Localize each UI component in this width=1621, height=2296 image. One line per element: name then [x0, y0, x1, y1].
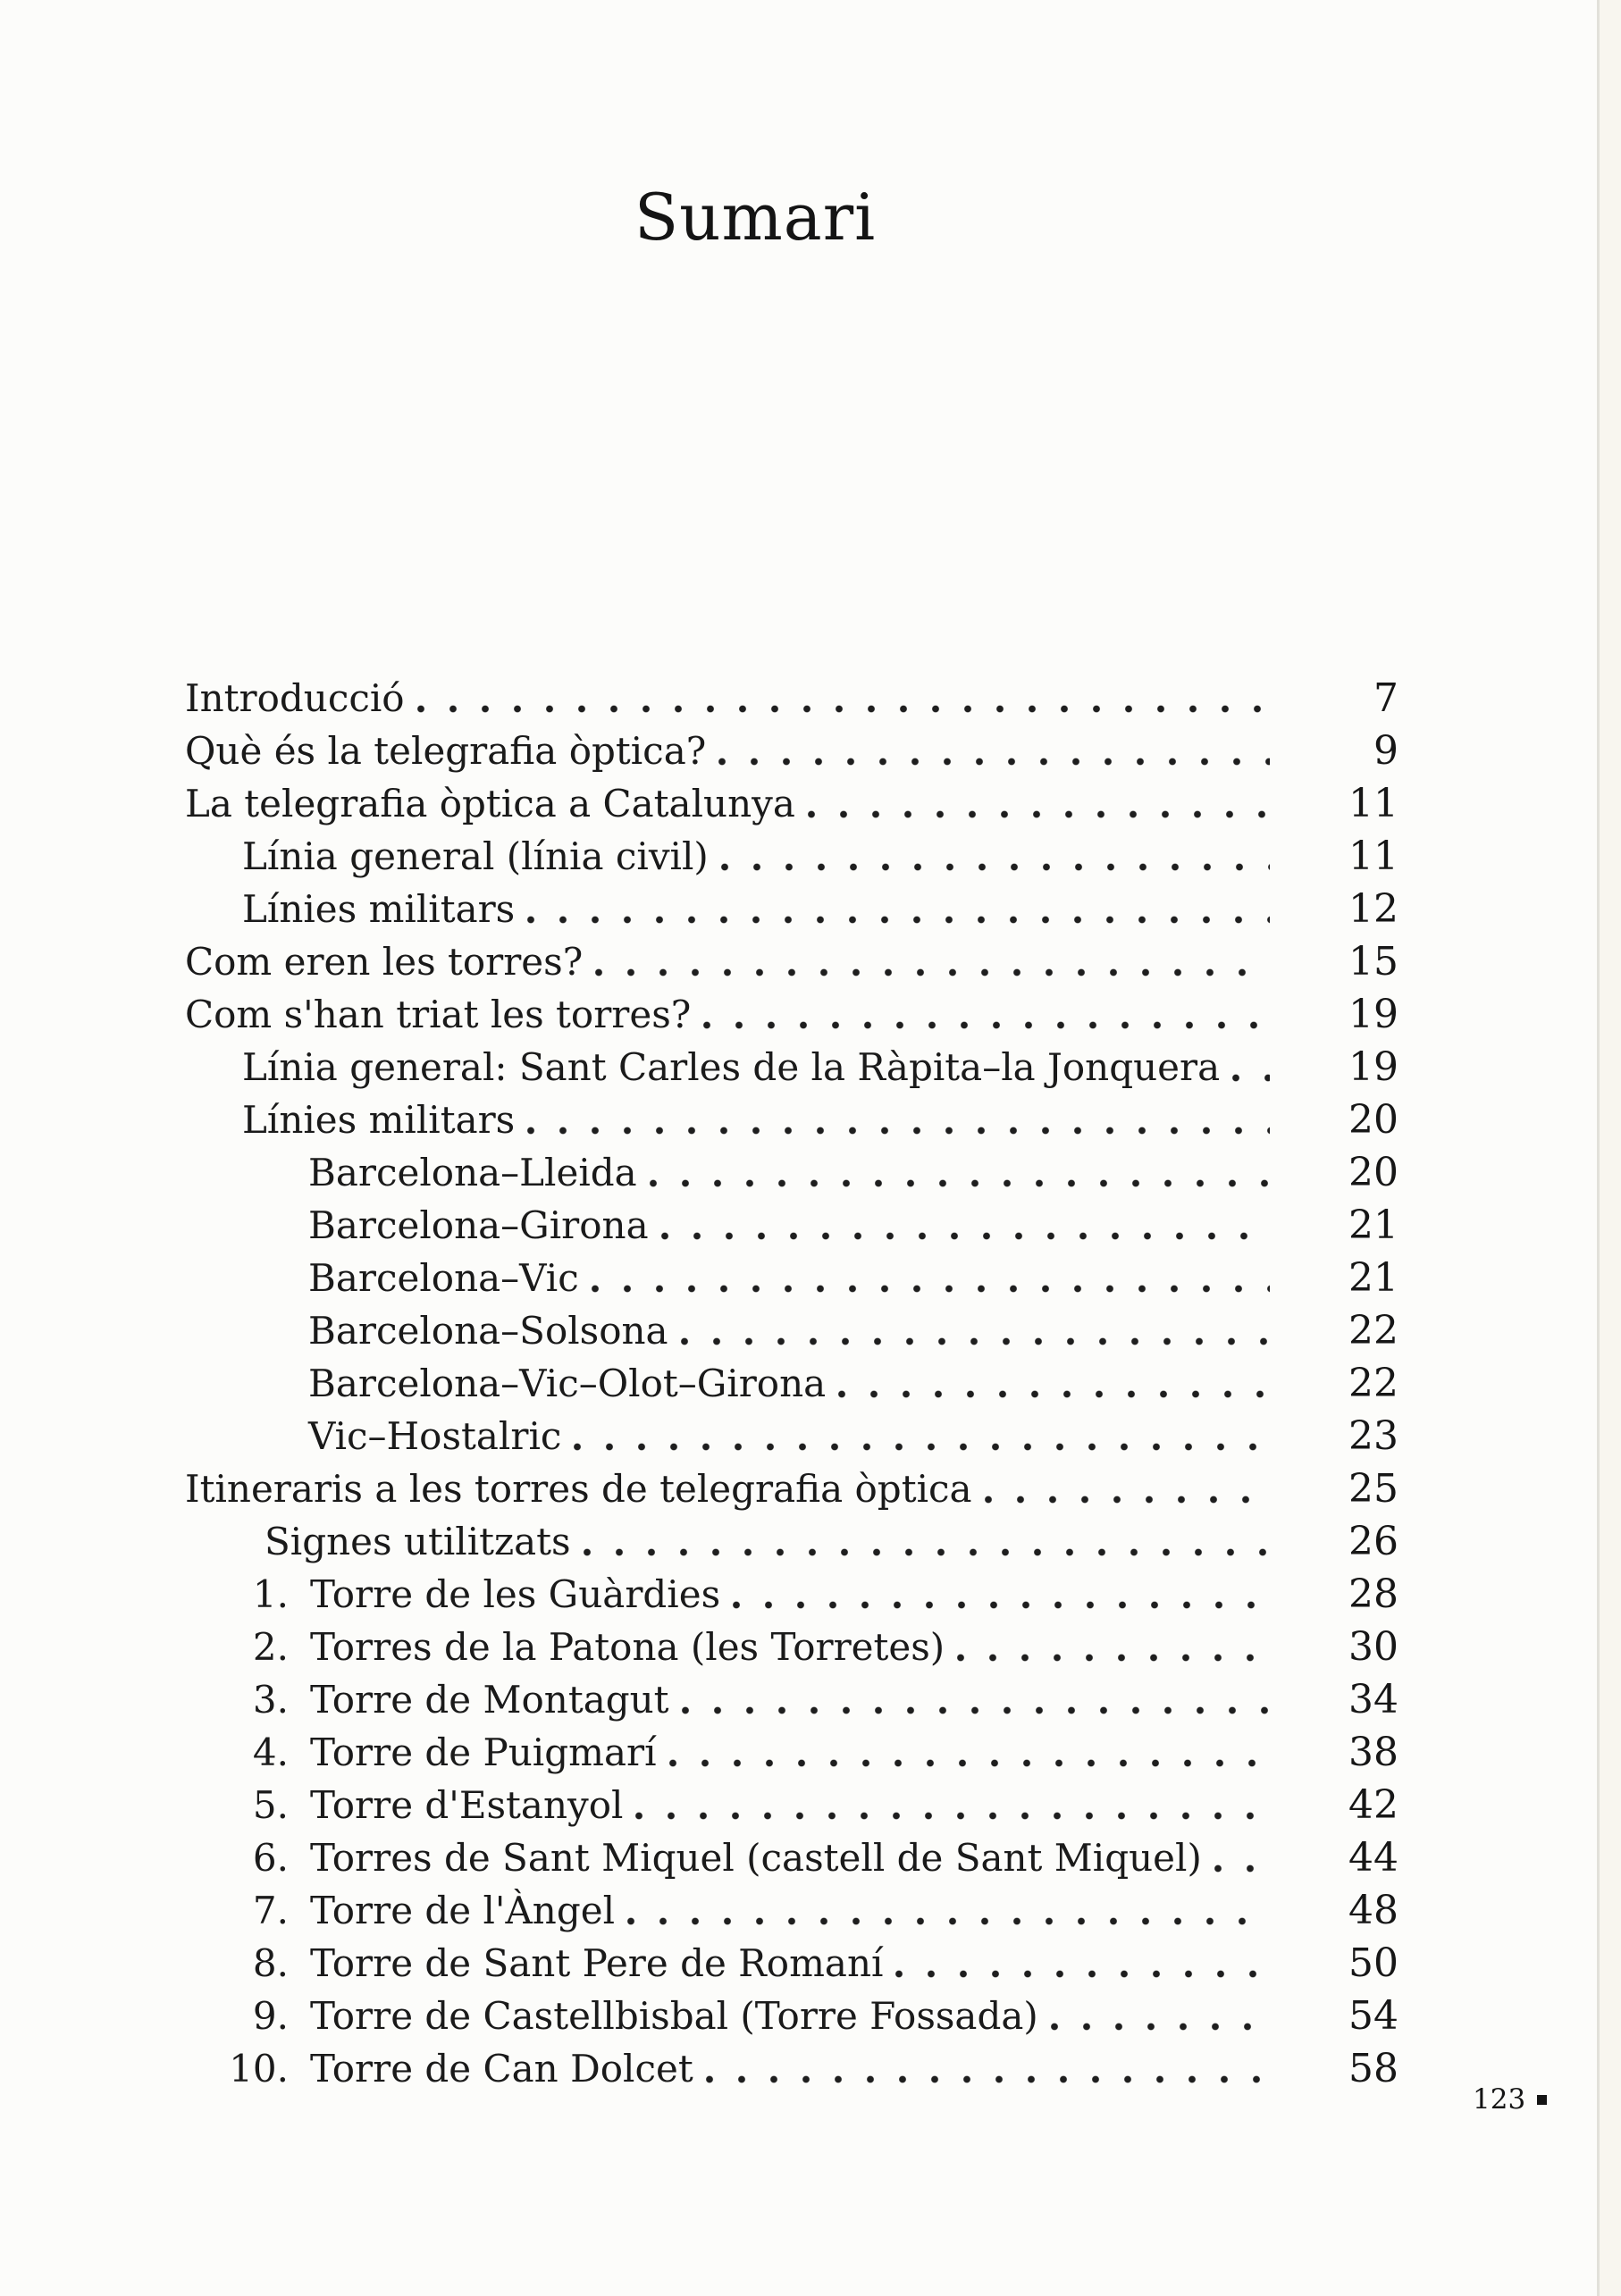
toc-entry-page: 44: [1348, 1835, 1398, 1881]
toc-entry-label: Barcelona–Lleida: [308, 1151, 637, 1194]
dot-leader: [682, 1706, 1270, 1714]
toc-entry: [185, 1146, 1398, 1199]
dot-leader: [957, 1654, 1270, 1662]
toc-entry: [185, 1779, 1398, 1831]
dot-leader: [417, 705, 1270, 713]
toc-entry-number: 2.: [252, 1625, 289, 1669]
toc-entry: [185, 1990, 1398, 2042]
toc-entry: [185, 2042, 1398, 2095]
toc-entry-page: 19: [1348, 992, 1398, 1037]
dot-leader: [733, 1601, 1270, 1609]
dot-leader: [706, 2075, 1270, 2083]
toc-entry: [185, 1041, 1398, 1094]
dot-leader: [669, 1759, 1271, 1767]
toc-entry-page: 21: [1348, 1202, 1398, 1248]
toc-entry-page: 7: [1373, 675, 1398, 721]
toc-entry-page: 15: [1348, 939, 1398, 985]
toc-entry-label: Línia general (línia civil): [242, 834, 709, 878]
toc-entry: [185, 1831, 1398, 1884]
toc-entry: [185, 777, 1398, 830]
toc-entry-page: 11: [1348, 834, 1398, 879]
dot-leader: [808, 810, 1270, 818]
toc-entry-page: 22: [1348, 1361, 1398, 1406]
toc-entry-label: Torre de Puigmarí: [310, 1730, 657, 1774]
dot-leader: [1232, 1074, 1270, 1082]
toc-entry-page: 30: [1348, 1624, 1398, 1670]
toc-entry-number: 3.: [252, 1678, 289, 1722]
toc-entry: [185, 935, 1398, 988]
toc-entry-label: Línies militars: [242, 1098, 516, 1142]
table-of-contents: [185, 672, 1398, 2095]
toc-entry-number: 9.: [252, 1994, 289, 2038]
page-title: Sumari: [634, 180, 877, 255]
toc-entry-number: 8.: [252, 1941, 289, 1985]
toc-entry-page: 9: [1373, 728, 1398, 774]
dot-leader: [681, 1337, 1270, 1345]
toc-entry-label: Què és la telegrafia òptica?: [185, 729, 707, 773]
toc-entry-page: 42: [1348, 1782, 1398, 1828]
toc-entry-page: 48: [1348, 1888, 1398, 1933]
dot-leader: [703, 1021, 1270, 1029]
toc-entry-page: 19: [1348, 1044, 1398, 1090]
toc-entry-label: Itineraris a les torres de telegrafia òptica: [185, 1467, 972, 1511]
toc-entry: [185, 672, 1398, 725]
book-page-number-text: 123: [1473, 2083, 1526, 2116]
toc-entry-label: Torres de la Patona (les Torretes): [310, 1625, 945, 1669]
toc-entry-page: 58: [1348, 2046, 1398, 2091]
toc-entry-page: 34: [1348, 1677, 1398, 1722]
toc-entry-number: 5.: [252, 1783, 289, 1827]
toc-entry: [185, 1357, 1398, 1410]
dot-leader: [1051, 2023, 1270, 2031]
toc-entry-number: 6.: [252, 1836, 289, 1880]
toc-entry-page: 11: [1348, 781, 1398, 826]
toc-entry: [185, 1199, 1398, 1252]
toc-entry-label: La telegrafia òptica a Catalunya: [185, 782, 795, 825]
dot-leader: [650, 1179, 1270, 1187]
toc-entry-label: Com eren les torres?: [185, 940, 584, 984]
toc-entry: [185, 1304, 1398, 1357]
toc-entry-page: 54: [1348, 1993, 1398, 2039]
toc-entry-page: 21: [1348, 1255, 1398, 1301]
toc-entry: [185, 1410, 1398, 1462]
toc-entry: [185, 725, 1398, 777]
toc-entry-label: Torre de Montagut: [310, 1678, 669, 1722]
toc-entry-number: 4.: [252, 1730, 289, 1774]
dot-leader: [985, 1496, 1270, 1504]
toc-entry-page: 22: [1348, 1308, 1398, 1353]
square-marker-icon: [1537, 2095, 1547, 2105]
toc-entry-label: Introducció: [185, 676, 405, 720]
toc-entry: [185, 1568, 1398, 1621]
toc-entry-number: 10.: [229, 2047, 289, 2091]
dot-leader: [895, 1970, 1270, 1978]
toc-entry-label: Barcelona–Girona: [308, 1203, 649, 1247]
toc-entry: [185, 1673, 1398, 1726]
dot-leader: [592, 1285, 1270, 1293]
toc-entry-page: 38: [1348, 1730, 1398, 1775]
toc-entry-label: Barcelona–Vic–Olot–Girona: [308, 1362, 827, 1405]
toc-entry: [185, 1726, 1398, 1779]
dot-leader: [527, 916, 1270, 924]
toc-entry-label: Torre de Castellbisbal (Torre Fossada): [310, 1994, 1038, 2038]
dot-leader: [718, 758, 1270, 766]
toc-entry: [185, 988, 1398, 1041]
scan-page-edge-shade: [1600, 0, 1621, 2296]
dot-leader: [627, 1917, 1270, 1925]
toc-entry: [185, 1884, 1398, 1937]
toc-entry-label: Vic–Hostalric: [308, 1414, 562, 1458]
toc-entry-page: 28: [1348, 1571, 1398, 1617]
toc-entry-number: 1.: [252, 1572, 289, 1616]
toc-entry: [185, 830, 1398, 883]
toc-entry: [185, 883, 1398, 935]
toc-entry: [185, 1462, 1398, 1515]
toc-entry-page: 20: [1348, 1097, 1398, 1143]
toc-entry: [185, 1094, 1398, 1146]
toc-entry: [185, 1252, 1398, 1304]
dot-leader: [584, 1548, 1270, 1556]
toc-entry-page: 20: [1348, 1150, 1398, 1195]
scan-page-edge-line: [1597, 0, 1600, 2296]
toc-entry-label: Torre de l'Àngel: [310, 1889, 616, 1932]
book-page-number: [1473, 2082, 1547, 2117]
toc-entry-label: Signes utilitzats: [265, 1520, 571, 1563]
toc-entry-label: Torres de Sant Miquel (castell de Sant Miquel): [310, 1836, 1202, 1880]
toc-entry: [185, 1621, 1398, 1673]
dot-leader: [595, 968, 1270, 976]
dot-leader: [1214, 1864, 1270, 1873]
toc-entry-page: 50: [1348, 1940, 1398, 1986]
toc-entry: [185, 1937, 1398, 1990]
toc-entry-number: 7.: [252, 1889, 289, 1932]
dot-leader: [574, 1443, 1270, 1451]
toc-entry-label: Línia general: Sant Carles de la Ràpita–la Jonquera: [242, 1045, 1221, 1089]
toc-entry-label: Barcelona–Vic: [308, 1256, 579, 1300]
dot-leader: [661, 1232, 1270, 1240]
toc-entry: [185, 1515, 1398, 1568]
toc-entry-page: 26: [1348, 1519, 1398, 1564]
toc-entry-label: Com s'han triat les torres?: [185, 993, 692, 1036]
toc-entry-label: Torre d'Estanyol: [310, 1783, 624, 1827]
toc-entry-label: Torre de Can Dolcet: [310, 2047, 693, 2091]
toc-entry-label: Línies militars: [242, 887, 516, 931]
toc-entry-label: Torre de les Guàrdies: [310, 1572, 721, 1616]
dot-leader: [635, 1812, 1270, 1820]
dot-leader: [721, 863, 1270, 871]
toc-entry-page: 25: [1348, 1466, 1398, 1512]
toc-entry-label: Torre de Sant Pere de Romaní: [310, 1941, 884, 1985]
toc-entry-label: Barcelona–Solsona: [308, 1309, 668, 1353]
dot-leader: [838, 1390, 1270, 1398]
dot-leader: [527, 1127, 1270, 1135]
toc-entry-page: 12: [1348, 886, 1398, 932]
toc-entry-page: 23: [1348, 1413, 1398, 1459]
